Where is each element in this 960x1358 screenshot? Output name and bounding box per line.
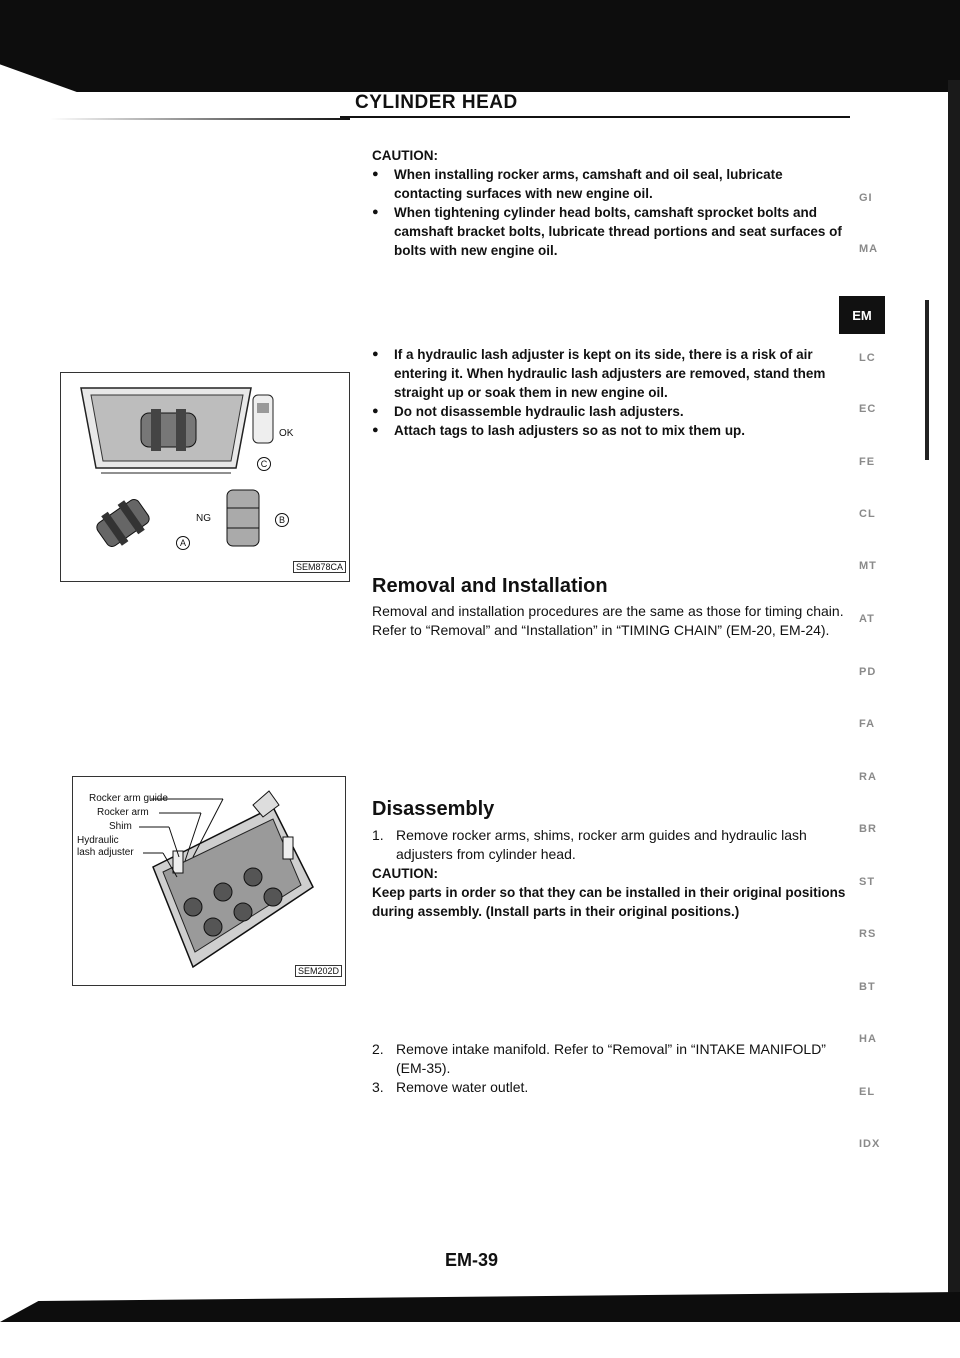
step-number: 3.: [372, 1079, 384, 1095]
footer-white-strip: [0, 1322, 960, 1358]
label-b: B: [275, 513, 289, 527]
tab-fe[interactable]: FE: [859, 456, 876, 468]
tab-br[interactable]: BR: [859, 823, 877, 835]
label-rocker-arm-guide: Rocker arm guide: [89, 793, 168, 804]
tab-el[interactable]: EL: [859, 1086, 876, 1098]
label-c: C: [257, 457, 271, 471]
removal-heading: Removal and Installation: [372, 575, 608, 597]
disassembly-heading: Disassembly: [372, 798, 495, 820]
tab-cl[interactable]: CL: [859, 508, 876, 520]
step-text: Remove water outlet.: [396, 1079, 529, 1095]
tab-bt[interactable]: BT: [859, 981, 876, 993]
figure-code: SEM202D: [295, 965, 342, 977]
lash-note-item: ● If a hydraulic lash adjuster is kept on its side, there is a risk of air entering it. When hydraulic lash adjusters are removed, stand them straight up or soak them in new engine oil.: [372, 345, 852, 402]
label-ng: NG: [196, 513, 211, 524]
lash-note-item: ● Attach tags to lash adjusters so as not to mix them up.: [372, 421, 852, 440]
tab-ra[interactable]: RA: [859, 771, 877, 783]
page-title: CYLINDER HEAD: [355, 92, 518, 113]
step-item: [372, 1078, 852, 1097]
tab-st[interactable]: ST: [859, 876, 876, 888]
lash-notes: [372, 345, 852, 440]
page-number: EM-39: [445, 1250, 499, 1270]
tab-ha[interactable]: HA: [859, 1033, 877, 1045]
disassembly-steps-cont: [372, 1040, 852, 1097]
label-hydraulic: Hydraulic: [77, 835, 119, 846]
page-edge-mark: [925, 300, 929, 460]
caution-block: [372, 146, 852, 260]
tab-pd[interactable]: PD: [859, 666, 877, 678]
tab-lc[interactable]: LC: [859, 352, 876, 364]
step-text: Remove rocker arms, shims, rocker arm guides and hydraulic lash adjusters from cylinder head.: [396, 827, 807, 862]
disassembly-steps: [372, 826, 852, 921]
removal-text: Removal and installation procedures are the same as those for timing chain. Refer to “Removal” and “Installation” in “TIMING CHAIN” (EM-20, EM-24).: [372, 603, 844, 638]
step-item: [372, 826, 852, 864]
label-shim: Shim: [109, 821, 132, 832]
caution-item: ● When installing rocker arms, camshaft and oil seal, lubricate contacting surfaces with new engine oil.: [372, 165, 852, 203]
disassembly-caution-text: Keep parts in order so that they can be installed in their original positions during assembly. (Install parts in their original positions.): [372, 885, 846, 919]
disassembly-caution-heading: CAUTION:: [372, 866, 438, 881]
tab-fa[interactable]: FA: [859, 718, 876, 730]
tab-ma[interactable]: MA: [859, 243, 879, 255]
label-a: A: [176, 536, 190, 550]
step-item: [372, 1040, 852, 1078]
footer-black-band: [0, 1292, 960, 1322]
label-rocker-arm: Rocker arm: [97, 807, 149, 818]
figure-code: SEM878CA: [293, 561, 346, 573]
page-edge-shadow: [948, 80, 960, 1300]
caution-item: ● When tightening cylinder head bolts, camshaft sprocket bolts and camshaft bracket bolts, lubricate thread portions and seat surfaces of bolts with new engine oil.: [372, 203, 852, 260]
tab-em[interactable]: EM: [839, 296, 885, 334]
tab-rs[interactable]: RS: [859, 928, 877, 940]
tab-at[interactable]: AT: [859, 613, 875, 625]
title-rule: [340, 116, 850, 118]
figure-cylinder-head: [72, 776, 346, 986]
tab-idx[interactable]: IDX: [859, 1138, 881, 1150]
tab-mt[interactable]: MT: [859, 560, 877, 572]
step-number: 2.: [372, 1041, 384, 1057]
step-number: 1.: [372, 827, 384, 843]
lash-note-item: ● Do not disassemble hydraulic lash adjusters.: [372, 402, 852, 421]
tab-gi[interactable]: GI: [859, 192, 873, 204]
figure-lash-adjuster-storage: [60, 372, 350, 582]
caution-heading: CAUTION:: [372, 148, 438, 163]
lash-adjuster-illustration: [61, 373, 349, 581]
step-text: Remove intake manifold. Refer to “Removal” in “INTAKE MANIFOLD” (EM-35).: [396, 1041, 826, 1076]
title-rule-fade: [50, 118, 350, 120]
label-lash-adjuster: lash adjuster: [77, 847, 134, 858]
header-black-band: [0, 0, 960, 92]
tab-ec[interactable]: EC: [859, 403, 877, 415]
label-ok: OK: [279, 428, 294, 439]
